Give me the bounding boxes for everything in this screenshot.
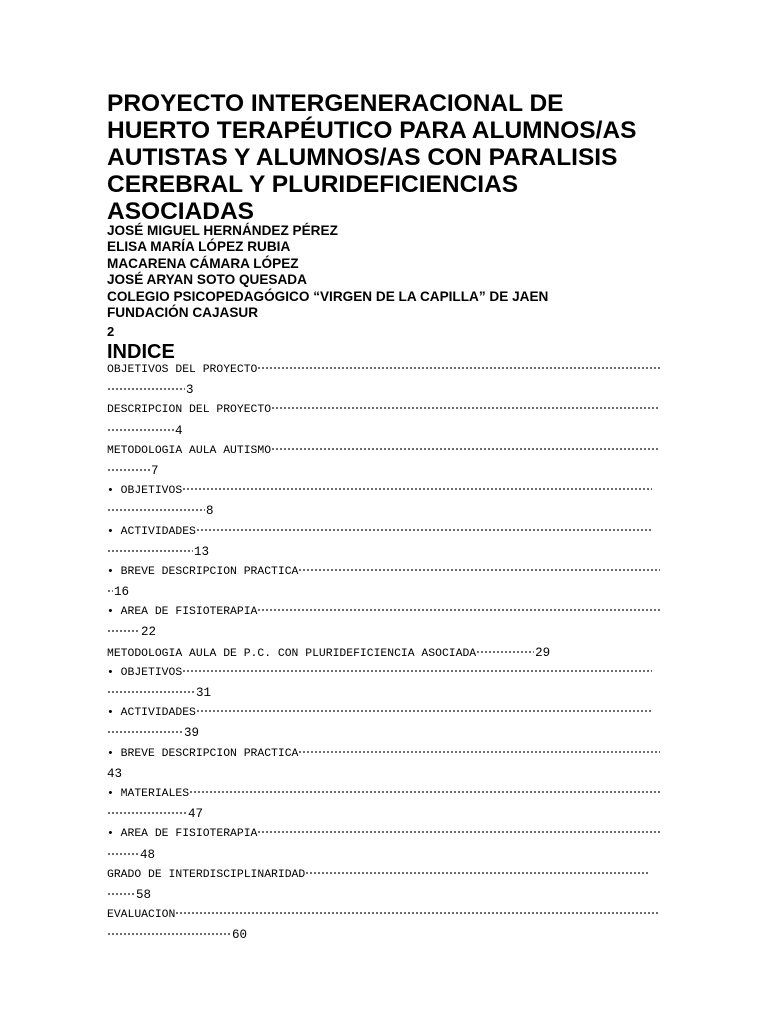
dot-leader (107, 809, 187, 817)
toc-page: 8 (206, 504, 214, 519)
dot-leader (107, 587, 113, 595)
toc-page: 4 (175, 423, 183, 438)
dot-leader (107, 385, 185, 393)
toc-entry[interactable] (107, 905, 660, 925)
dot-leader (271, 404, 660, 412)
title-line: ASOCIADAS (107, 198, 255, 225)
table-of-contents (107, 360, 660, 945)
toc-label: • ACTIVIDADES (107, 707, 196, 720)
toc-entry[interactable] (107, 602, 660, 622)
toc-page: 60 (232, 928, 248, 943)
toc-page: 48 (140, 847, 156, 862)
author: MACARENA CÁMARA LÓPEZ (107, 255, 299, 271)
page-number: 2 (107, 324, 115, 339)
dot-leader (271, 445, 660, 453)
author: JOSÉ ARYAN SOTO QUESADA (107, 272, 307, 288)
toc-page: 39 (184, 726, 200, 741)
toc-page: 22 (141, 625, 157, 640)
toc-page: 58 (136, 887, 152, 902)
author: JOSÉ MIGUEL HERNÁNDEZ PÉREZ (107, 223, 338, 238)
toc-entry[interactable] (107, 643, 660, 663)
toc-label: • BREVE DESCRIPCION PRACTICA (107, 747, 299, 760)
toc-entry[interactable] (107, 400, 660, 420)
toc-page: 7 (151, 463, 159, 478)
toc-entry[interactable] (107, 744, 660, 764)
dot-leader (107, 627, 140, 635)
dot-leader (107, 547, 193, 555)
dot-leader (175, 909, 660, 917)
toc-page: 16 (114, 585, 130, 600)
dot-leader (107, 890, 135, 898)
toc-page: 13 (194, 544, 210, 559)
dot-leader (257, 828, 660, 836)
title-line: AUTISTAS Y ALUMNOS/AS CON PARALISIS (107, 144, 618, 171)
toc-label: METODOLOGIA AULA AUTISMO (107, 444, 272, 457)
dot-leader (107, 728, 183, 736)
dot-leader (476, 648, 534, 656)
dot-leader (107, 506, 205, 514)
toc-page: 29 (535, 645, 551, 660)
dot-leader (189, 788, 660, 796)
dot-leader (182, 485, 652, 493)
institution: FUNDACIÓN CAJASUR (107, 305, 259, 321)
toc-label: • OBJETIVOS (107, 485, 183, 498)
dot-leader (196, 707, 652, 715)
dot-leader (107, 426, 174, 434)
toc-label: METODOLOGIA AULA DE P.C. CON PLURIDEFICIENCIA ASOCIADA (107, 647, 477, 660)
dot-leader (182, 667, 652, 675)
toc-entry[interactable] (107, 784, 660, 804)
toc-entry[interactable] (107, 441, 660, 461)
dot-leader (107, 930, 231, 938)
author: ELISA MARÍA LÓPEZ RUBIA (107, 239, 291, 255)
toc-entry[interactable] (107, 663, 652, 683)
toc-page: 31 (196, 686, 212, 700)
toc-entry[interactable] (107, 522, 652, 542)
toc-label: • OBJETIVOS (107, 666, 183, 679)
toc-entry[interactable] (107, 865, 650, 885)
toc-entry[interactable] (107, 703, 652, 723)
toc-label: EVALUACION (107, 909, 176, 922)
title-line: PROYECTO INTERGENERACIONAL DE (107, 90, 564, 117)
dot-leader (298, 748, 660, 756)
toc-page: 43 (107, 766, 123, 781)
institution: COLEGIO PSICOPEDAGÓGICO “VIRGEN DE LA CAPILLA” DE JAEN (107, 288, 549, 304)
authors-block (107, 223, 548, 321)
toc-entry[interactable] (107, 360, 660, 380)
dot-leader (298, 566, 660, 574)
title-line: CEREBRAL Y PLURIDEFICIENCIAS (107, 171, 519, 198)
toc-label: • MATERIALES (107, 787, 190, 800)
toc-entry[interactable] (107, 562, 660, 582)
dot-leader (107, 850, 139, 858)
toc-label: • AREA DE FISIOTERAPIA (107, 828, 258, 841)
toc-label: GRADO DE INTERDISCIPLINARIDAD (107, 868, 306, 881)
toc-entry[interactable] (107, 481, 652, 501)
index-heading: INDICE (107, 341, 175, 363)
toc-entry[interactable] (107, 824, 660, 844)
title-line: HUERTO TERAPÉUTICO PARA ALUMNOS/AS (107, 117, 637, 144)
dot-leader (107, 466, 150, 474)
toc-label: • AREA DE FISIOTERAPIA (107, 606, 258, 619)
dot-leader (257, 606, 660, 614)
toc-page: 47 (188, 807, 204, 822)
dot-leader (196, 526, 652, 534)
dot-leader (107, 688, 195, 696)
dot-leader (305, 869, 650, 877)
toc-label: • ACTIVIDADES (107, 525, 196, 538)
toc-page: 3 (186, 383, 194, 398)
toc-label: OBJETIVOS DEL PROYECTO (107, 364, 258, 376)
toc-label: DESCRIPCION DEL PROYECTO (107, 404, 272, 417)
toc-label: • BREVE DESCRIPCION PRACTICA (107, 565, 299, 578)
document-title (107, 90, 707, 225)
dot-leader (257, 364, 660, 372)
